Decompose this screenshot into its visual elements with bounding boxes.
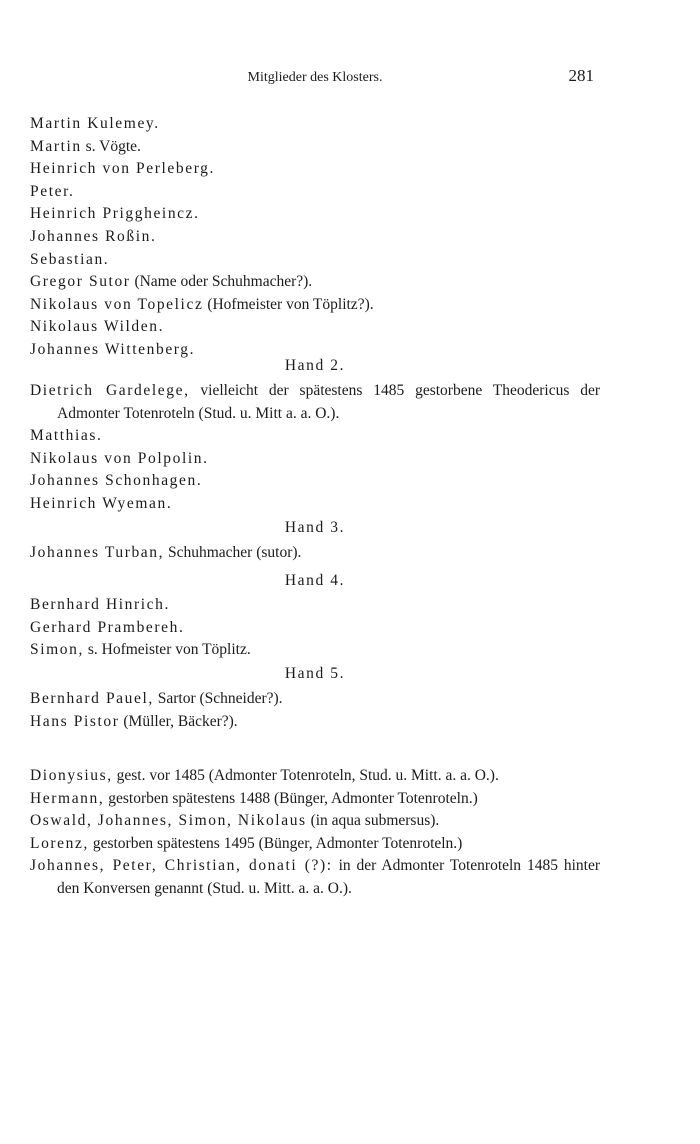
list-item <box>30 448 600 471</box>
member-list-other <box>30 765 600 901</box>
section-heading-hand-3: Hand 3. <box>284 519 346 536</box>
page-number: 281 <box>568 66 594 85</box>
list-item <box>30 788 600 811</box>
member-list-hand-3 <box>30 542 600 565</box>
member-note: (in aqua submersus). <box>310 812 440 830</box>
member-name: Matthias. <box>30 427 103 445</box>
list-item <box>30 294 600 317</box>
list-item <box>30 226 600 249</box>
section-heading-hand-4: Hand 4. <box>284 572 346 589</box>
member-note: Schuhmacher (sutor). <box>167 544 302 561</box>
member-list-hand-4 <box>30 594 600 662</box>
member-note: s. Vögte. <box>85 137 141 155</box>
member-name: Lorenz, <box>30 834 89 852</box>
list-item <box>30 158 600 181</box>
member-name: Heinrich Wyeman. <box>30 494 173 512</box>
member-list-hand-1 <box>30 113 600 362</box>
member-name: Johannes, Peter, Christian, donati (?): <box>30 857 333 875</box>
member-name: Peter. <box>30 182 75 200</box>
list-item <box>30 271 600 294</box>
list-item <box>30 113 600 136</box>
member-name: Gerhard Prambereh. <box>30 618 185 636</box>
member-note: Sartor (Schneider?). <box>157 690 283 707</box>
list-item <box>30 203 600 226</box>
member-name: Nikolaus von Polpolin. <box>30 449 209 467</box>
list-item <box>30 594 600 617</box>
list-item <box>30 711 600 734</box>
member-note: (Müller, Bäcker?). <box>123 712 238 730</box>
member-note: gestorben spätestens 1488 (Bünger, Admonter Totenroteln.) <box>108 789 478 807</box>
list-item <box>30 136 600 159</box>
member-name: Heinrich von Perleberg. <box>30 160 216 178</box>
member-name: Gregor Sutor <box>30 273 131 291</box>
member-name: Dionysius, <box>30 767 113 784</box>
member-list-hand-2 <box>30 380 600 516</box>
member-name: Johannes Wittenberg. <box>30 340 196 358</box>
list-item <box>30 380 600 425</box>
list-item <box>30 639 600 662</box>
list-item <box>30 617 600 640</box>
member-name: Johannes Turban, <box>30 544 165 561</box>
member-name: Nikolaus Wilden. <box>30 318 165 336</box>
member-note: vielleicht der spätestens 1485 gestorbene Theodericus der Admonter Totenroteln (Stud. u. Mitt a. a. O.). <box>57 382 600 422</box>
list-item <box>30 316 600 339</box>
list-item <box>30 542 600 565</box>
member-note: in der Admonter Totenroteln 1485 hinter den Konversen genannt (Stud. u. Mitt. a. a. O.). <box>57 857 600 897</box>
member-note: gestorben spätestens 1495 (Bünger, Admonter Totenroteln.) <box>92 834 463 852</box>
list-item <box>30 833 600 856</box>
list-item <box>30 855 600 900</box>
member-name: Johannes Schonhagen. <box>30 472 203 490</box>
member-name: Martin Kulemey. <box>30 115 160 132</box>
list-item <box>30 688 600 711</box>
member-note: s. Hofmeister von Töplitz. <box>87 641 251 659</box>
member-name: Heinrich Priggheincz. <box>30 205 200 223</box>
list-item <box>30 181 600 204</box>
member-name: Oswald, Johannes, Simon, Nikolaus <box>30 812 307 830</box>
list-item <box>30 249 600 272</box>
list-item <box>30 425 600 448</box>
member-name: Dietrich Gardelege, <box>30 382 190 399</box>
member-name: Johannes Roßin. <box>30 227 157 245</box>
member-name: Nikolaus von Topelicz <box>30 295 204 313</box>
running-header-title: Mitglieder des Klosters. <box>247 70 383 85</box>
member-list-hand-5 <box>30 688 600 733</box>
member-name: Sebastian. <box>30 250 110 268</box>
member-name: Bernhard Hinrich. <box>30 596 170 613</box>
member-name: Hermann, <box>30 789 105 807</box>
member-name: Hans Pistor <box>30 712 120 730</box>
list-item <box>30 765 600 788</box>
list-item <box>30 493 600 516</box>
member-note: (Hofmeister von Töplitz?). <box>207 295 374 313</box>
member-name: Simon, <box>30 641 84 659</box>
member-note: (Name oder Schuhmacher?). <box>134 273 313 291</box>
member-name: Bernhard Pauel, <box>30 690 154 707</box>
list-item <box>30 470 600 493</box>
member-name: Martin <box>30 137 82 155</box>
list-item <box>30 810 600 833</box>
section-heading-hand-2: Hand 2. <box>284 357 346 374</box>
section-heading-hand-5: Hand 5. <box>284 665 346 682</box>
member-note: gest. vor 1485 (Admonter Totenroteln, Stud. u. Mitt. a. a. O.). <box>116 767 499 784</box>
